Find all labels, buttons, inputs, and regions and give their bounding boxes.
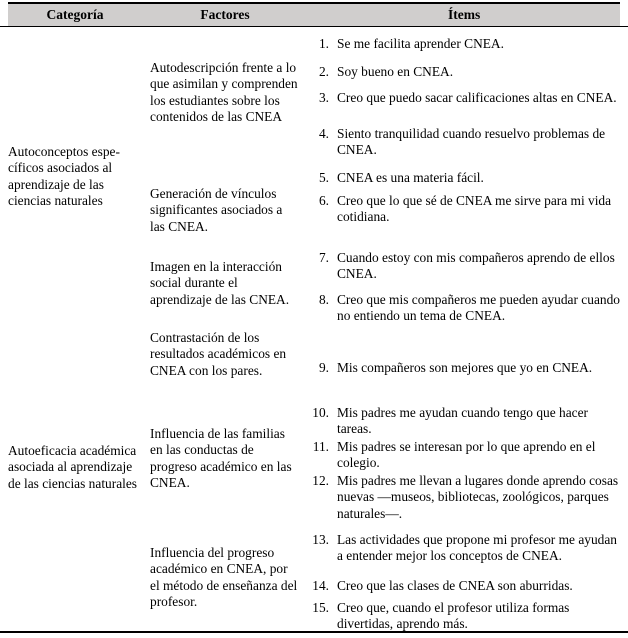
column-header-items: Ítems: [448, 7, 481, 22]
item-number: 9.: [318, 360, 329, 375]
item-number: 4.: [318, 126, 329, 141]
factor-label-1: Autodescripción frente a lo que asimilan y comprenden los estudiantes sobre los contenidos de las CNEA: [150, 60, 298, 125]
column-header-categoria: Categoría: [46, 7, 104, 22]
item-row: [305, 405, 623, 438]
item-text: Mis padres se interesan por lo que aprendo en el colegio.: [337, 439, 596, 471]
factor-cell-4: [150, 330, 298, 379]
item-row: [305, 292, 623, 325]
factor-label-3: Imagen en la interacción social durante el aprendizaje de las CNEA.: [150, 259, 290, 307]
item-text: Creo que mis compañeros me pueden ayudar cuando no entiendo un tema de CNEA.: [337, 292, 620, 324]
factor-cell-6: [150, 545, 298, 611]
item-number: 5.: [318, 170, 329, 185]
item-text: Las actividades que propone mi profesor me ayudan a entender mejor los conceptos de CNEA.: [337, 532, 617, 564]
item-row: [305, 250, 623, 283]
item-number: 15.: [312, 600, 329, 615]
item-row: [305, 90, 623, 106]
item-text: Cuando estoy con mis compañeros aprendo de ellos CNEA.: [337, 250, 615, 282]
item-row: [305, 170, 623, 186]
factor-label-2: Generación de vínculos significantes asociados a las CNEA.: [150, 186, 283, 234]
factor-label-6: Influencia del progreso académico en CNEA, por el método de enseñanza del profesor.: [150, 545, 298, 610]
table-header-border: [0, 26, 628, 27]
factor-cell-3: [150, 259, 298, 308]
item-number: 12.: [312, 473, 329, 488]
item-row: [305, 64, 623, 80]
item-text: Soy bueno en CNEA.: [337, 64, 454, 79]
item-number: 14.: [312, 578, 329, 593]
item-row: [305, 126, 623, 159]
item-text: Mis padres me llevan a lugares donde aprendo cosas nuevas —museos, bibliotecas, zoológicos, parques naturales—.: [337, 473, 619, 521]
item-row: [305, 360, 623, 376]
category-label-2: Autoeficacia académica asociada al aprendizaje de las ciencias naturales: [8, 443, 138, 491]
item-number: 10.: [312, 405, 329, 420]
item-number: 13.: [312, 532, 329, 547]
item-text: Se me facilita aprender CNEA.: [337, 36, 504, 51]
factor-cell-2: [150, 186, 298, 235]
category-cell-1: [8, 144, 143, 210]
item-text: Mis padres me ayudan cuando tengo que hacer tareas.: [337, 405, 588, 437]
item-number: 1.: [318, 36, 329, 51]
factor-cell-1: [150, 60, 298, 126]
factor-label-4: Contrastación de los resultados académicos en CNEA con los pares.: [150, 330, 287, 378]
item-text: Mis compañeros son mejores que yo en CNEA.: [337, 360, 593, 375]
category-cell-2: [8, 443, 143, 492]
item-row: [305, 578, 623, 594]
item-text: Creo que las clases de CNEA son aburridas.: [337, 578, 573, 593]
item-number: 6.: [318, 193, 329, 208]
item-text: Siento tranquilidad cuando resuelvo problemas de CNEA.: [337, 126, 606, 158]
item-row: [305, 193, 623, 226]
factor-label-5: Influencia de las familias en las conductas de progreso académico en las CNEA.: [150, 426, 292, 491]
column-header-factores: Factores: [200, 7, 250, 22]
item-text: Creo que puedo sacar calificaciones altas en CNEA.: [337, 90, 617, 105]
category-label-1: Autoconceptos espe-cíficos asociados al aprendizaje de las ciencias naturales: [8, 144, 120, 209]
item-number: 11.: [312, 439, 329, 454]
item-row: [305, 473, 623, 522]
item-text: Creo que, cuando el profesor utiliza formas divertidas, aprendo más.: [337, 600, 570, 632]
item-row: [305, 600, 623, 633]
item-row: [305, 36, 623, 52]
item-text: Creo que lo que sé de CNEA me sirve para mi vida cotidiana.: [337, 193, 612, 225]
item-text: CNEA es una materia fácil.: [337, 170, 484, 185]
item-row: [305, 532, 623, 565]
item-number: 2.: [318, 64, 329, 79]
factor-cell-5: [150, 426, 298, 492]
item-number: 8.: [318, 292, 329, 307]
item-row: [305, 439, 623, 472]
item-number: 7.: [318, 250, 329, 265]
table-bottom-border: [0, 631, 628, 633]
item-number: 3.: [318, 90, 329, 105]
